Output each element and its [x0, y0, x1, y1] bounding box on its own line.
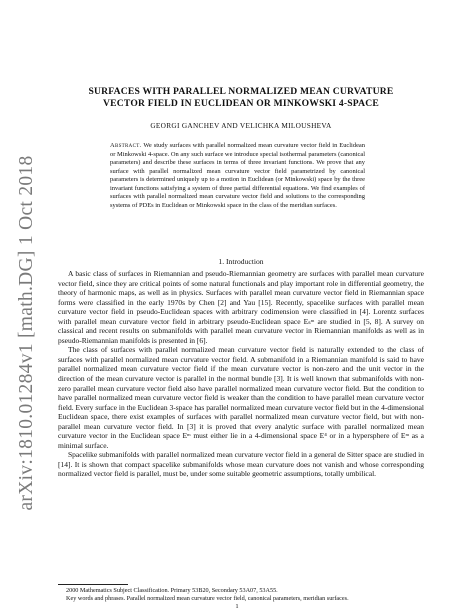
footnote-classification: 2000 Mathematics Subject Classification. Primary 53B20, Secondary 53A07, 53A55. — [66, 587, 278, 594]
arxiv-identifier: arXiv:1810.01284v1 [math.DG] 1 Oct 2018 — [16, 155, 37, 511]
footnotes — [58, 587, 424, 602]
abstract-label: Abstract. — [110, 142, 142, 149]
footnote-keywords: Key words and phrases. Parallel normalized mean curvature vector field, canonical parameters, meridian surfaces. — [66, 594, 349, 602]
authors: GEORGI GANCHEV AND VELICHKA MILOUSHEVA — [150, 121, 332, 130]
paragraph: The class of surfaces with parallel normalized mean curvature vector field is naturally extended to the class of surfaces with parallel normalized mean curvature vector field. A submanifold in a Riemannian manifold is said to have parallel normalized mean curvature vector field if the mean curvature vector is non-zero and the unit vector in the direction of the mean curvature vector is parallel in the normal bundle [3]. It is well known that submanifolds with non-zero parallel mean curvature vector field also have parallel normalized mean curvature vector field. But the condition to have parallel normalized mean curvature vector field is weaker than the condition to have parallel mean curvature vector field. Every surface in the Euclidean 3-space has parallel normalized mean curvature vector field but in the 4-dimensional Euclidean space, there exist examples of surfaces with parallel normalized mean curvature vector field, but with non-parallel mean curvature vector field. In [3] it is proved that every analytic surface with parallel normalized mean curvature vector in the Euclidean space Eᵐ must either lie in a 4-dimensional space E⁴ or in a hypersphere of Eᵐ as a minimal surface. — [58, 345, 424, 450]
paragraph: A basic class of surfaces in Riemannian and pseudo-Riemannian geometry are surfaces with parallel mean curvature vector field, since they are critical points of some natural functionals and play important role in differential geometry, the theory of harmonic maps, as well as in physics. Surfaces with parallel mean curvature vector field in Riemannian space forms were classified in the early 1970s by Chen [2] and Yau [15]. Recently, spacelike surfaces with parallel mean curvature vector field in pseudo-Euclidean spaces with arbitrary codimension were classified in [4]. Lorentz surfaces with parallel mean curvature vector field in arbitrary pseudo-Euclidean space Eₛᵐ are studied in [5, 8]. A survey on classical and recent results on submanifolds with parallel mean curvature vector in Riemannian manifolds as well as in pseudo-Riemannian manifolds is presented in [6]. — [58, 269, 424, 345]
paragraph: Spacelike submanifolds with parallel normalized mean curvature vector field in a general de Sitter space are studied in [14]. It is shown that compact spacelike submanifolds whose mean curvature does not vanish and whose corresponding normalized vector field is parallel, must be, under some suitable geometric assumptions, totally umbilical. — [58, 450, 424, 479]
title-line-2: VECTOR FIELD IN EUCLIDEAN OR MINKOWSKI 4-SPACE — [103, 98, 379, 109]
body-text — [58, 269, 424, 479]
page-number: 1 — [235, 603, 239, 610]
paper-title — [58, 86, 424, 110]
section-heading: 1. Introduction — [218, 257, 264, 266]
title-line-1: SURFACES WITH PARALLEL NORMALIZED MEAN CURVATURE — [88, 86, 394, 97]
abstract-text: We study surfaces with parallel normalized mean curvature vector field in Euclidean or Minkowski 4-space. On any such surface we introduce special isothermal parameters (canonical parameters) and describe these surfaces in terms of three invariant functions. We prove that any surface with parallel normalized mean curvature vector field parametrized by canonical parameters is determined uniquely up to a motion in Euclidean (or Minkowski) space by the three invariant functions satisfying a system of three partial differential equations. We find examples of surfaces with parallel normalized mean curvature vector field and solutions to the corresponding systems of PDEs in Euclidean or Minkowski space in the class of the meridian surfaces. — [110, 142, 365, 209]
arxiv-stamp — [14, 128, 40, 538]
footnote-rule — [58, 584, 128, 585]
abstract — [110, 142, 365, 210]
